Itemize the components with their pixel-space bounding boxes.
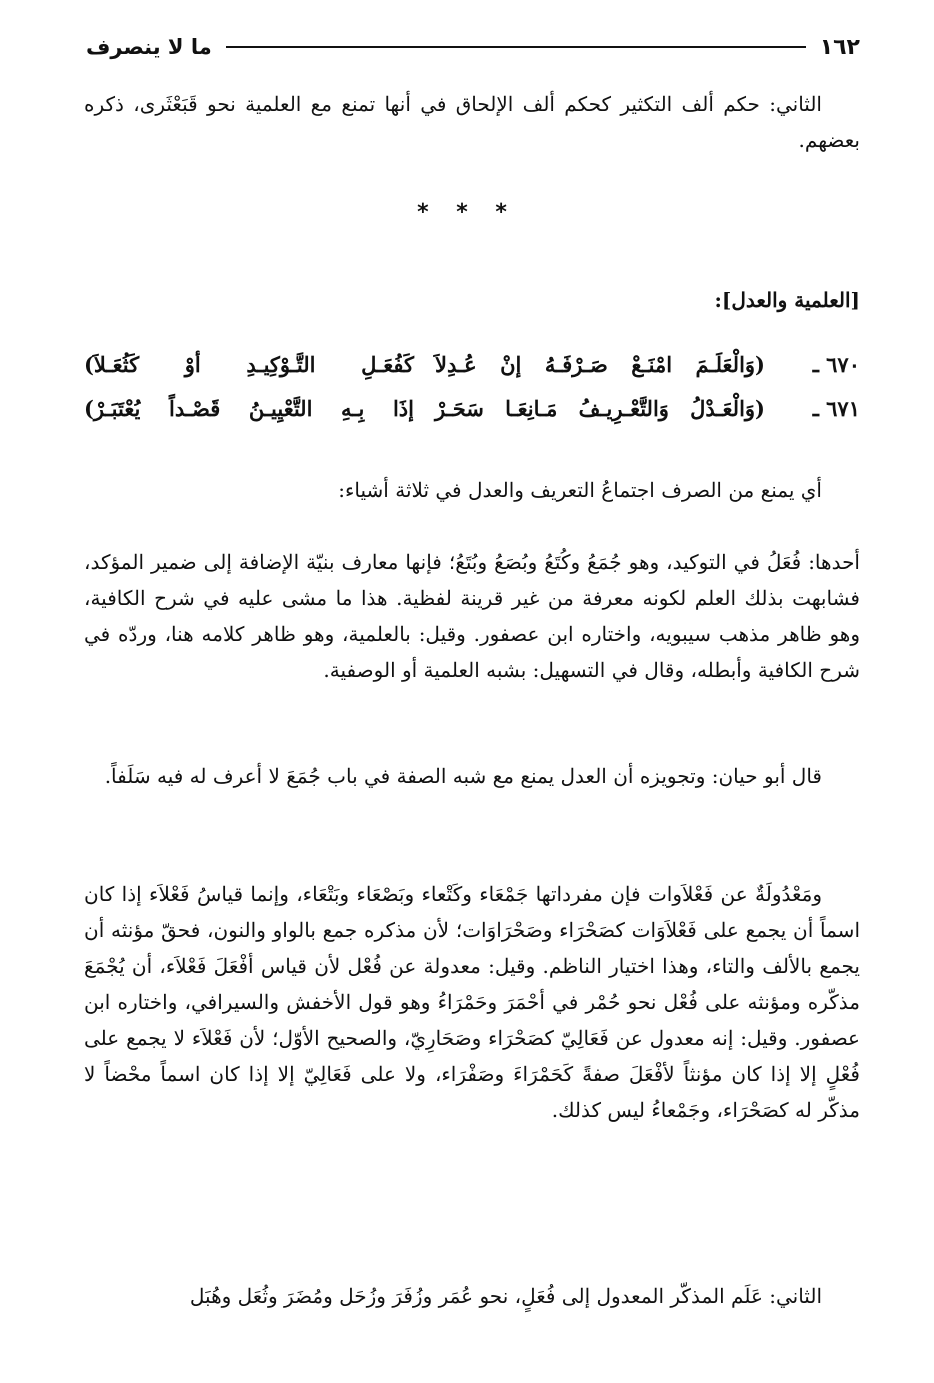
paragraph-first-fuaal: أحدها: فُعَلُ في التوكيد، وهو جُمَعُ وكُتَعُ وبُصَعُ وبُتَعُ؛ فإنها معارف بنيّة الإضافة إلى ضمير المؤكد، فشابهت بذلك العلم لكونه معرفة من غير قرينة لفظية. هذا ما مشى عليه في شرح الكافية، وهو ظاهر مذهب سيبويه، واختاره ابن عصفور. وقيل: بالعلمية، وهو ظاهر كلامه هنا، وردّه في شرح الكافية وأبطله، وقال في التسهيل: بشبه العلمية أو الوصفية. — [84, 550, 861, 682]
paragraph-intro: أي يمنع من الصرف اجتماعُ التعريف والعدل في ثلاثة أشياء: — [338, 478, 822, 502]
section-heading: [العلمية والعدل]: — [714, 288, 860, 312]
page-number: ١٦٢ — [819, 34, 860, 60]
verse-first-hemistich: (وَالْعَلَـمَ امْنَـعْ صَـرْفَـهُ إنْ عُـدِلاَ — [435, 352, 765, 377]
running-header — [86, 30, 860, 64]
section-separator: * * * — [417, 200, 517, 225]
verse-671 — [84, 396, 860, 436]
verse-second-hemistich: كَفُعَـلِ التَّـوْكِيـدِ أوْ كَثُعَـلاَ) — [84, 352, 414, 377]
verse-670 — [84, 352, 860, 392]
paragraph-second-alam: الثاني: عَلَم المذكّر المعدول إلى فُعَلٍ، نحو عُمَر وزُفَرَ وزُحَل ومُضَرَ وثُعَل وهُبَل — [189, 1284, 822, 1308]
paragraph-abu-hayyan: قال أبو حيان: وتجويزه أن العدل يمنع مع شبه الصفة في باب جُمَعَ لا أعرف له فيه سَلَفاً. — [104, 764, 822, 788]
paragraph-second-alif: الثاني: حكم ألف التكثير كحكم ألف الإلحاق في أنها تمنع مع العلمية نحو قَبَعْثَرى، ذكره بعضهم. — [84, 92, 860, 152]
running-title: ما لا ينصرف — [86, 35, 212, 59]
verse-first-hemistich: (وَالْعَـدْلُ وَالتَّعْـرِيـفُ مَـانِعَـا سَحَـرْ — [435, 396, 765, 421]
verse-number: ٦٧٠ ـ — [812, 352, 860, 377]
verse-second-hemistich: إذَا بِـهِ التَّعْيِيـنُ قَصْـداً يُعْتَبَـرْ) — [84, 396, 414, 421]
paragraph-madula: ومَعْدُولَةٌ عن فَعْلاَوات فإن مفرداتها جَمْعَاء وكَتْعاء وبَصْعَاء وبَتْعَاء، وإنما قياسُ فَعْلاَء إذا كان اسماً أن يجمع على فَعْلاَوَات كصَحْرَاء وصَحْرَاوَات؛ لأن مذكره جمع بالواو والنون، فحقّ مؤنثه أن يجمع بالألف والتاء، وهذا اختيار الناظم. وقيل: معدولة عن فُعْل لأن قياس أفْعَلَ فَعْلاَء، أن يُجْمَعَ مذكّره ومؤنثه على فُعْل نحو حُمْر في أحْمَرَ وحَمْرَاءُ وهو قول الأخفش والسيرافي، واختاره ابن عصفور. وقيل: إنه معدول عن فَعَالِيّ كصَحْرَاء وصَحَارِيّ، والصحيح الأوّل؛ لأن فَعْلاَء لا يجمع على فُعْلٍ إلا إذا كان مؤنثاً لأفْعَلَ صفةً كَحَمْرَاءَ وصَفْرَاء، ولا على فَعَالِيّ إلا إذا كان اسماً محْضاً لا مذكّر له كصَحْرَاء، وجَمْعاءُ ليس كذلك. — [84, 882, 860, 1122]
verse-number: ٦٧١ ـ — [812, 396, 860, 421]
header-rule — [226, 46, 806, 48]
